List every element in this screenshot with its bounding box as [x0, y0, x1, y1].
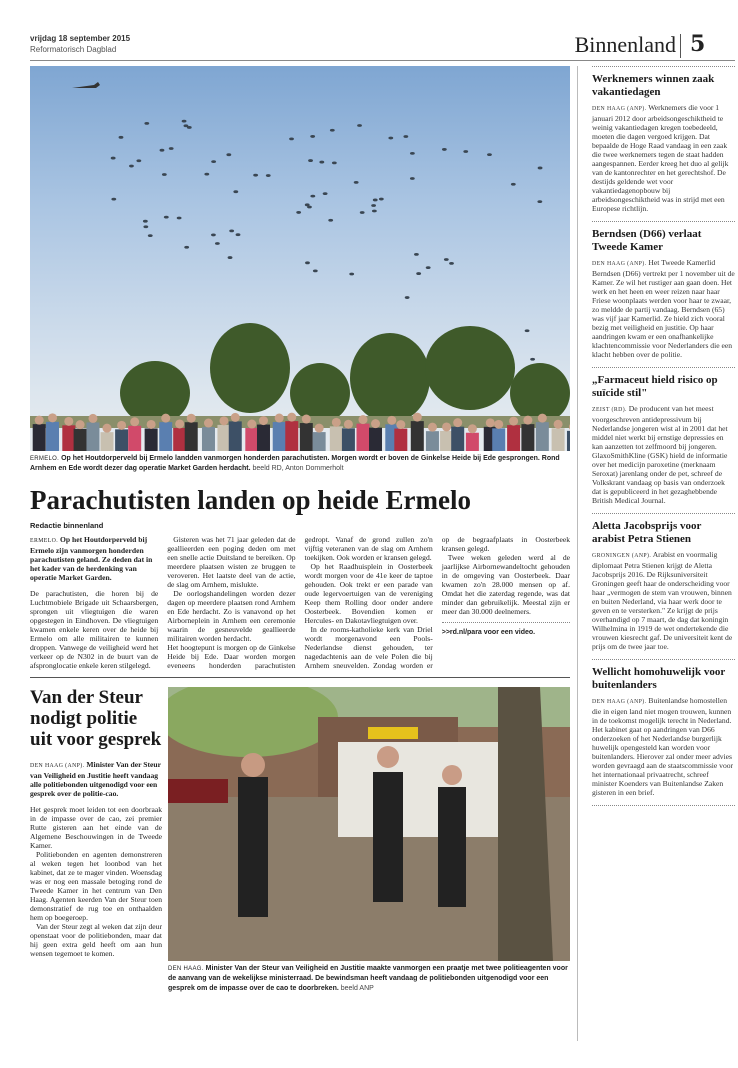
parachute — [332, 162, 337, 165]
parachute — [371, 204, 376, 207]
parachute — [211, 160, 216, 163]
parachute — [537, 200, 542, 203]
parachute — [379, 198, 384, 201]
spectator — [394, 429, 407, 451]
spectator-head — [453, 418, 462, 427]
parachute — [228, 256, 233, 259]
brief-homohuwelijk — [592, 659, 735, 806]
brief-title: Wellicht homohuwelijk voor buitenlanders — [592, 666, 726, 691]
parachute — [310, 135, 315, 138]
edition-date: vrijdag 18 september 2015 — [30, 34, 131, 43]
spectator — [33, 424, 46, 451]
parachute — [289, 137, 294, 140]
spectator-head — [204, 419, 213, 428]
article-paragraph: De parachutisten, die horen bij de Luchtmobiele Brigade uit Schaarsbergen, sprongen uit vliegtuigen die waren opgestegen in Eindhoven. De vliegtuigen kwamen enkele keren over de heide bij Ermelo om alle militairen te kunnen droppen. Vanwege de veiligheid werd het verkeer op de N302 in de buurt van de afspronglocatie enkele keren stilgelegd. — [30, 589, 159, 670]
spectator — [521, 424, 534, 451]
parachute — [525, 329, 530, 332]
spectator-head — [396, 420, 405, 429]
spectator-head — [187, 414, 196, 423]
photo-credit: beeld RD, Anton Dommerholt — [252, 465, 344, 472]
lead-dateline: ERMELO. — [30, 538, 59, 544]
parachute — [111, 198, 116, 201]
second-headline: Van der Steur nodigt politie uit voor gesprek — [30, 687, 162, 750]
parachute — [463, 150, 468, 153]
parachute — [416, 272, 421, 275]
brief-title: Aletta Jacobsprijs voor arabist Petra Stienen — [592, 520, 702, 545]
main-area — [30, 66, 570, 994]
spectator — [285, 421, 298, 451]
trees — [120, 323, 570, 425]
spectator — [173, 428, 186, 451]
spectator — [115, 429, 128, 451]
article-paragraph: Twee weken geleden werd al de jaarlijkse Airbornewandeltocht gehouden in de omgeving van Oosterbeek. Daar kwamen zo'n 28.000 mensen op af. Omdat het die zaterdag regende, was dat minder dan gebruikelijk. Meestal zijn er meer dan 30.000 deelnemers. — [441, 553, 570, 616]
spectator-head — [219, 416, 228, 425]
spectator — [426, 431, 439, 451]
parachute — [129, 165, 134, 168]
parachute-photo — [30, 66, 570, 451]
spectator-head — [175, 419, 184, 428]
lead-text: Op het Houtdorperveld bij Ermelo zijn vanmorgen honderden parachutisten geland. Ze deden dat in het kader van de herdenking van operatie Market Garden. — [30, 535, 153, 582]
spectator — [552, 428, 565, 451]
spectator-head — [315, 424, 324, 433]
brief-title: Berndsen (D66) verlaat Tweede Kamer — [592, 228, 702, 253]
spectator-head — [486, 418, 495, 427]
parachute — [313, 269, 318, 272]
brief-text: Het Tweede Kamerlid Berndsen (D66) vertrekt per 1 november uit de Kamer. Ze wil het rustiger aan gaan doen. Het werk en het heen en weer reizen naar haar Friese woonplaats werden voor haar te zwaar, zo meldde de partij vandaag. Berndsen (65) was vijf jaar Kamerlid. Ze hield zich vooral bezig met veiligheid en justitie. Op haar aandringen kwam er een onafhankelijke klachtencommissie voor Nederlanders die een klacht hebben over de politie. — [592, 258, 735, 359]
parachute — [403, 135, 408, 138]
article-lead — [30, 760, 162, 798]
spectator-head — [76, 420, 85, 429]
article-paragraph: Het hoogtepunt is morgen op de Ginkelse Heide bij Ede. Daar worden morgen eveneens honderden parachutisten gedropt. Vanaf de grond zullen zo'n vijftig veteranen van de slag om Arnhem toekijken. Ook worden er kransen gelegd. — [167, 535, 433, 670]
brief-title: Werknemers winnen zaak vakantiedagen — [592, 73, 715, 98]
spectator-head — [428, 423, 437, 432]
caption-text: Minister Van der Steur van Veiligheid en Justitie maakte vanmorgen een praatje met twee politieagenten voor de aanvang van de wekelijkse ministerraad. De bewindsman heeft vandaag de politiebonden uitgenodigd voor een gesprek om de impasse over de cao te doorbreken. — [168, 965, 568, 992]
spectator-head — [494, 420, 503, 429]
caption-dateline: DEN HAAG. — [168, 966, 204, 972]
parachute — [182, 120, 187, 123]
parachute — [328, 219, 333, 222]
spectator — [245, 428, 258, 451]
byline: Redactie binnenland — [30, 521, 104, 530]
brief-title: „Farmaceut hield risico op suïcide stil" — [592, 374, 718, 399]
spectator-head — [247, 420, 256, 429]
page-number: 5 — [690, 31, 706, 57]
spectator-head — [468, 424, 477, 433]
spectator — [411, 421, 424, 451]
spectator-head — [287, 413, 296, 422]
minister-photo — [168, 687, 570, 961]
spectator-head — [387, 416, 396, 425]
spectator-head — [231, 413, 240, 422]
spectator — [330, 426, 343, 451]
parachute — [211, 234, 216, 237]
minister-photo-caption — [168, 964, 570, 994]
article-lead — [30, 535, 158, 582]
spectator — [128, 426, 141, 451]
parachute — [162, 173, 167, 176]
parachute — [160, 149, 165, 152]
caption-text: Op het Houtdorperveld bij Ermelo landden vanmorgen honderden parachutisten. Morgen wordt er boven de Ginkelse Heide bij Ede gesprongen. Rond Arnhem en Ede wordt dezer dag operatie Market Garden herdacht. — [30, 455, 560, 472]
spectator — [257, 425, 270, 451]
parachute-scene — [30, 66, 570, 451]
spectator-head — [538, 414, 547, 423]
brief-aletta-jacobs — [592, 513, 735, 659]
story-separator — [30, 677, 570, 678]
spectator — [145, 428, 158, 451]
article-paragraph: Politiebonden en agenten demonstreren al weken tegen het loonbod van het kabinet, dat ze te mager vinden. Woensdag was er nog een massale betoging rond de Tweede Kamer in het centrum van Den Haag. Agenten keerden Van der Steur toen demonstratief de rug toe en onthaalden hem op boegeroep. — [30, 850, 162, 922]
spectator-head — [64, 417, 73, 426]
parachute — [169, 147, 174, 150]
article-paragraph: Van der Steur zegt al weken dat zijn deur openstaat voor de politiebonden, maar dat hij geen extra geld heeft om aan hun wensen tegemoet te komen. — [30, 922, 162, 958]
spectator — [466, 433, 479, 451]
parachute — [143, 225, 148, 228]
parachute — [305, 203, 310, 206]
parachute — [372, 210, 377, 213]
parachute — [538, 167, 543, 170]
spectator-head — [48, 413, 57, 422]
brief-dateline: DEN HAAG (ANP). — [592, 106, 647, 112]
parachute — [253, 174, 258, 177]
brief-text: Werknemers die voor 1 januari 2012 door arbeidsongeschiktheid te weinig vakantiedagen kregen toebedeeld, moeten die dagen vergoed krijgen. Dat bepaalde de Hoge Raad vandaag in een zaak die twee werknemers tegen de staat hadden aangespannen. Eerder kreeg het duo al gelijk van de kantonrechter en het gerechtshof. De destijds geldende wet voor vakantiedagenopbouw bij arbeidsongeschiktheid was in strijd met een Europese richtlijn. — [592, 103, 729, 213]
spectator — [342, 428, 355, 451]
newspaper-name: Reformatorisch Dagblad — [30, 45, 117, 54]
brief-berndsen — [592, 221, 735, 367]
airplane-icon — [72, 82, 100, 88]
parachute — [373, 199, 378, 202]
article-paragraph: Op het Raadhuisplein in Oosterbeek wordt morgen voor de 41e keer de taptoe gehouden. Ook trekt er een parade van oude legervoertuigen van de vereniging Keep them Rolling door onder andere Oosterbeek. Bovendien komen er Hercules- en Dakotavliegtuigen over. — [304, 562, 433, 625]
parachute — [442, 148, 447, 151]
second-article-body — [30, 760, 162, 958]
spectator-head — [35, 416, 44, 425]
parachute — [184, 124, 189, 127]
header-rule — [30, 60, 735, 61]
brief-text: Buitenlandse homostellen die in eigen land niet mogen trouwen, kunnen in de toekomst mogelijk terecht in Nederland. Het kabinet gaat op aandringen van D66 onderzoeken of het Nederlandse burgerlijk huwelijk opengesteld kan worden voor buitenlanders. Hierover zal onder meer advies worden gevraagd aan de staatscommissie voor het internationaal privaatrecht, schreef minister Koenders van Buitenlandse Zaken gisteren in een brief. — [592, 696, 734, 797]
parachute — [143, 220, 148, 223]
spectator — [185, 422, 198, 451]
parachute — [177, 217, 182, 220]
spectator-head — [147, 420, 156, 429]
spectator — [357, 424, 370, 451]
spectator-head — [359, 415, 368, 424]
header-separator — [680, 34, 681, 58]
lead-text: Minister Van der Steur van Veiligheid en Justitie heeft vandaag alle politiebonden uitgenodigd voor een gesprek over de politie-cao. — [30, 760, 161, 798]
spectator — [492, 428, 505, 451]
minister-scene — [168, 687, 570, 961]
parachute — [323, 192, 328, 195]
second-story-media — [168, 687, 570, 994]
second-story-text — [30, 687, 162, 958]
parachute — [111, 157, 116, 160]
top-photo-caption — [30, 454, 570, 474]
article-paragraph: Het gesprek moet leiden tot een doorbraak in de impasse over de cao, zei premier Rutte gisteren aan het einde van de Algemene Beschouwingen in de Tweede Kamer. — [30, 805, 162, 850]
parachute — [487, 153, 492, 156]
spectator — [440, 431, 453, 451]
spectator — [74, 429, 87, 451]
spectator — [159, 422, 172, 451]
spectator-head — [161, 414, 170, 423]
parachute — [184, 246, 189, 249]
parachutes — [111, 120, 543, 361]
spectator-head — [523, 416, 532, 425]
parachute — [266, 174, 271, 177]
spectator-head — [344, 420, 353, 429]
spectator — [507, 425, 520, 451]
spectator-head — [302, 415, 311, 424]
spectator — [567, 431, 570, 451]
spectator — [217, 425, 230, 451]
parachute — [349, 273, 354, 276]
second-story — [30, 687, 570, 994]
parachute — [229, 230, 234, 233]
parachute — [330, 129, 335, 132]
parachute — [319, 161, 324, 164]
parachute — [164, 216, 169, 219]
brief-dateline: GRONINGEN (ANP). — [592, 553, 652, 559]
spectator — [62, 425, 75, 451]
brief-text: Arabist en voormalig diplomaat Petra Stienen krijgt de Aletta Jacobsprijs 2016. De Rijksuniversiteit Groningen geeft haar de onderscheiding voor haar „vermogen de stem van vrouwen, binnen en buiten Nederland, via haar werk door te geven en te versterken." Ze krijgt de prijs overhandigd op 7 maart, de dag dat koningin Wilhelmina in 1919 de wet ondertekende die vrouwen kiesrecht gaf. De universiteit kent de prijs om de twee jaar toe. — [592, 550, 733, 651]
parachute — [388, 137, 393, 140]
spectator — [451, 427, 464, 451]
parachute — [414, 253, 419, 256]
parachute — [354, 181, 359, 184]
article-paragraph: Gisteren was het 71 jaar geleden dat de geallieerden een poging deden om met een snelle actie Duitsland te bereiken. Op meerdere plaatsen wisten ze bruggen te veroveren. Het laatste deel van de actie, de slag om Arnhem, mislukte. — [167, 535, 296, 589]
spectator — [536, 422, 549, 451]
brief-text: De producent van het meest voorgeschreven antidepressivum bij Nederlandse jongeren wist al in 2001 dat het middel niet werkt bij ernstige depressies en kan aanzetten tot zelfmoord bij jongeren. GlaxoSmithKline (GSK) hield de informatie over het medicijn paroxetine (merknaam Seroxat) jarenlang onder de pet, schreef de Volkskrant vandaag op basis van onderzoek dat is gepubliceerd in het gezaghebbende British Medical Journal. — [592, 404, 728, 505]
article-paragraph: De oorlogshandelingen worden dezer dagen op meerdere plaatsen rond Arnhem en Ede herdacht. Zo is vanavond op het Airborneplein in Arnhem een ceremonie waarin de gesneuvelde geallieerde militairen worden herdacht. — [167, 589, 296, 643]
caption-dateline: ERMELO. — [30, 456, 60, 462]
spectator — [300, 423, 313, 451]
brief-dateline: DEN HAAG (ANP). — [592, 261, 647, 267]
spectator — [100, 432, 113, 451]
parachute — [305, 261, 310, 264]
parachute — [119, 136, 124, 139]
spectator-head — [442, 422, 451, 431]
parachute — [148, 234, 153, 237]
brief-dateline: ZEIST (RD). — [592, 407, 627, 413]
column-divider — [577, 66, 578, 1041]
parachute — [215, 242, 220, 245]
main-article-body — [30, 535, 570, 670]
parachute — [360, 211, 365, 214]
parachute — [511, 183, 516, 186]
parachute — [410, 177, 415, 180]
spectator-head — [130, 417, 139, 426]
parachute — [405, 296, 410, 299]
brief-dateline: DEN HAAG (ANP). — [592, 699, 647, 705]
spectator — [229, 421, 242, 451]
spectator — [86, 422, 99, 451]
spectator-head — [88, 414, 97, 423]
parachute — [530, 358, 535, 361]
parachute — [236, 233, 241, 236]
spectator — [202, 427, 215, 451]
parachute — [444, 258, 449, 261]
briefs-column — [592, 66, 735, 806]
spectator-head — [275, 414, 284, 423]
parachute — [357, 124, 362, 127]
parachute — [204, 173, 209, 176]
parachute — [233, 190, 238, 193]
parachute — [308, 159, 313, 162]
spectator-head — [509, 417, 518, 426]
parachute — [310, 195, 315, 198]
spectator — [313, 432, 326, 451]
spectator-head — [371, 419, 380, 428]
spectator — [369, 428, 382, 451]
main-headline: Parachutisten landen op heide Ermelo — [30, 485, 472, 515]
parachute — [136, 159, 141, 162]
lead-dateline: DEN HAAG (ANP). — [30, 763, 85, 769]
spectator-head — [332, 418, 341, 427]
parachute — [410, 152, 415, 155]
brief-farmaceut — [592, 367, 735, 513]
spectator-head — [554, 420, 563, 429]
parachute — [449, 262, 454, 265]
spectator-head — [413, 413, 422, 422]
spectator — [273, 422, 286, 451]
photo-credit: beeld ANP — [340, 985, 374, 992]
section-title: Binnenland — [574, 32, 676, 57]
parachute — [144, 122, 149, 125]
parachute — [226, 153, 231, 156]
spectator — [46, 422, 59, 451]
spectator-head — [117, 421, 126, 430]
parachute — [296, 211, 301, 214]
article-paragraph: In de rooms-katholieke kerk van Driel wordt morgenavond een Pools-Nederlandse dienst gehouden, ter nagedachtenis aan de vele Polen die bij Arnhem sneuvelden. Zondag worden er op de begraafplaats in Oosterbeek kransen gelegd. — [304, 535, 570, 670]
video-link[interactable]: >>rd.nl/para voor een video. — [442, 622, 570, 637]
brief-vakantiedagen — [592, 66, 735, 221]
spectator-head — [259, 416, 268, 425]
parachute — [426, 266, 431, 269]
spectator-head — [102, 424, 111, 433]
